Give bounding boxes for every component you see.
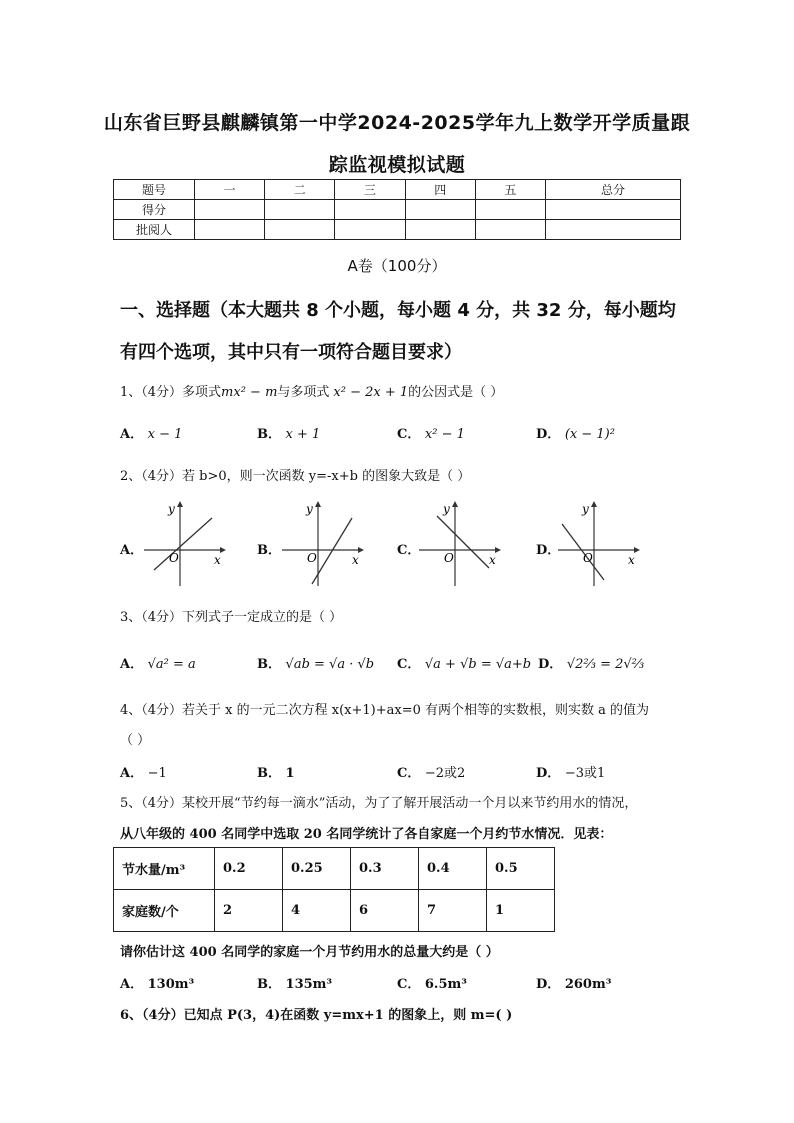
q1-option-d[interactable] [536,423,615,442]
q1-expr2: x² − 2x + 1 [333,385,409,400]
q2-graph-a[interactable] [140,500,226,588]
score-row-label: 得分 [114,200,195,220]
option-text: √a + √b = √a+b [424,657,532,672]
q5-option-b[interactable] [257,973,332,992]
q1-option-b[interactable] [257,423,320,442]
score-cell [265,220,335,240]
q1-suffix: 的公因式是（ ） [408,385,504,400]
q3-option-a[interactable] [120,653,196,672]
q2-graph-c[interactable] [415,500,501,588]
option-text: −2或2 [424,766,466,781]
q1-prefix: 1、（4分）多项式 [120,385,222,400]
q4-option-c[interactable] [397,762,465,781]
option-text: (x − 1)² [564,427,615,442]
graph-axis-y: y [582,502,589,516]
score-table-header-row [114,180,681,200]
option-text: √a² = a [147,657,196,672]
score-header-cell: 总分 [546,180,681,200]
q1-option-a[interactable] [120,423,182,442]
q2-option-a-label[interactable]: A． [120,543,144,558]
q3-option-b[interactable] [257,653,374,672]
option-label: C． [397,427,421,442]
q5-option-a[interactable] [120,973,194,992]
question-3: 3、（4分）下列式子一定成立的是（ ） [120,610,343,625]
score-cell [546,220,681,240]
score-table-row [114,220,681,240]
q1-mid: 与多项式 [277,385,330,400]
table-cell: 1 [487,890,555,932]
score-header-cell: 二 [265,180,335,200]
score-header-cell: 三 [335,180,405,200]
q2-option-b-label[interactable]: B． [257,543,281,558]
question-4-line2: （ ） [120,733,151,748]
option-text: √2⅔ = 2√⅔ [566,657,645,672]
question-5-line1: 5、（4分）某校开展“节约每一滴水”活动，为了了解开展活动一个月以来节约用水的情况， [120,796,638,811]
q2-option-d-label[interactable]: D． [536,543,561,558]
graph-origin: O [444,551,454,565]
table-cell: 6 [351,890,419,932]
table-cell: 0.2 [215,848,283,890]
score-row-label: 批阅人 [114,220,195,240]
graph-axis-x: x [352,553,359,567]
exam-title-line1: 山东省巨野县麒麟镇第一中学2024-2025学年九上数学开学质量跟 [103,112,691,134]
option-label: C． [397,977,421,992]
question-1 [120,381,503,400]
score-header-cell: 五 [475,180,545,200]
option-text: 130m³ [147,977,195,992]
q2-graph-b[interactable] [278,500,364,588]
option-label: A． [120,977,144,992]
option-label: D． [536,977,561,992]
option-text: x² − 1 [424,427,465,442]
exam-title-line2: 踪监视模拟试题 [328,154,466,176]
part1-heading-line1: 一、选择题（本大题共 8 个小题，每小题 4 分，共 32 分，每小题均 [120,300,676,321]
score-header-cell: 题号 [114,180,195,200]
graph-axis-x: x [214,553,221,567]
score-header-cell: 四 [405,180,475,200]
graph-axis-x: x [628,553,635,567]
score-cell [195,220,265,240]
q2-graph-d[interactable] [554,500,640,588]
option-text: x + 1 [285,427,321,442]
water-saving-table [113,847,555,932]
graph-origin: O [583,551,593,565]
option-label: A． [120,766,144,781]
q5-option-c[interactable] [397,973,467,992]
table-cell: 0.3 [351,848,419,890]
q3-option-c[interactable] [397,653,531,672]
score-cell [405,220,475,240]
score-cell [265,200,335,220]
option-label: A． [120,427,144,442]
score-cell [335,200,405,220]
table-cell: 2 [215,890,283,932]
option-label: B． [257,657,281,672]
q1-expr1: mx² − m [221,385,278,400]
table-cell: 0.25 [283,848,351,890]
option-label: B． [257,427,281,442]
score-cell [546,200,681,220]
part1-heading-line2: 有四个选项，其中只有一项符合题目要求） [120,342,462,363]
score-cell [475,200,545,220]
q4-option-b[interactable] [257,762,295,781]
score-table-row [114,200,681,220]
score-cell [335,220,405,240]
graph-origin: O [307,551,317,565]
q4-option-d[interactable] [536,762,605,781]
option-text: −1 [147,766,167,781]
option-label: D． [536,427,561,442]
q1-option-c[interactable] [397,423,465,442]
option-label: D． [536,766,561,781]
table-cell: 7 [419,890,487,932]
option-label: C． [397,657,421,672]
option-text: √ab = √a · √b [285,657,375,672]
table-row [114,848,555,890]
question-2: 2、（4分）若 b>0，则一次函数 y=-x+b 的图象大致是（ ） [120,469,471,484]
q2-option-c-label[interactable]: C． [397,543,421,558]
table-row [114,890,555,932]
table-cell: 家庭数/个 [114,890,215,932]
option-label: D． [538,657,563,672]
graph-origin: O [169,551,179,565]
table-cell: 4 [283,890,351,932]
option-text: x − 1 [147,427,183,442]
table-cell: 0.5 [487,848,555,890]
question-6: 6、（4分）已知点 P(3，4)在函数 y=mx+1 的图象上，则 m=( ) [120,1008,513,1023]
option-text: −3或1 [564,766,606,781]
question-5-line3: 请你估计这 400 名同学的家庭一个月节约用水的总量大约是（ ） [120,945,499,960]
q5-option-d[interactable] [536,973,611,992]
option-text: 6.5m³ [424,977,467,992]
section-a-heading: A卷（100分） [347,257,447,275]
score-cell [195,200,265,220]
option-text: 135m³ [285,977,333,992]
score-cell [405,200,475,220]
q4-option-a[interactable] [120,762,167,781]
q3-option-d[interactable] [538,653,644,672]
table-cell: 0.4 [419,848,487,890]
score-header-cell: 一 [195,180,265,200]
question-5-line2: 从八年级的 400 名同学中选取 20 名同学统计了各自家庭一个月约节水情况．见表： [120,827,613,842]
option-text: 260m³ [564,977,612,992]
option-label: B． [257,766,281,781]
score-table [113,179,681,240]
table-cell: 节水量/m³ [114,848,215,890]
graph-axis-y: y [168,502,175,516]
option-label: B． [257,977,281,992]
option-label: A． [120,657,144,672]
graph-axis-y: y [443,502,450,516]
option-label: C． [397,766,421,781]
score-cell [475,220,545,240]
graph-axis-x: x [489,553,496,567]
question-4-line1: 4、（4分）若关于 x 的一元二次方程 x(x+1)+ax=0 有两个相等的实数根，则实数 a 的值为 [120,703,650,718]
graph-axis-y: y [306,502,313,516]
option-text: 1 [285,766,295,781]
